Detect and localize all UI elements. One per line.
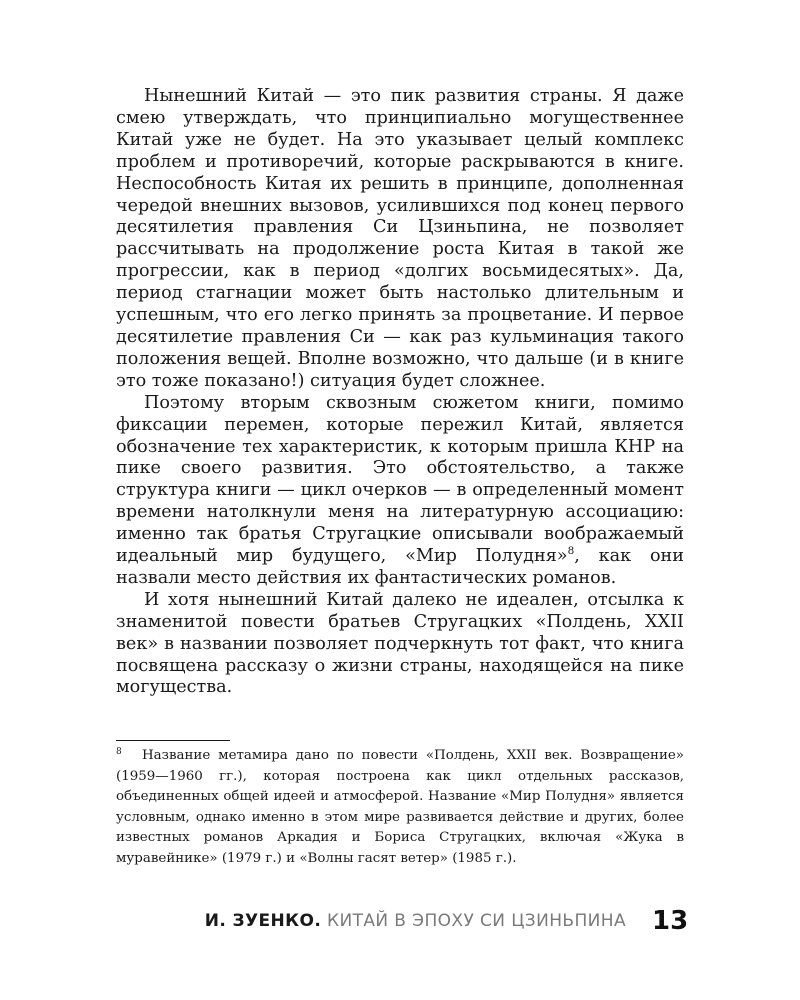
main-text bbox=[116, 86, 684, 699]
running-footer bbox=[0, 908, 626, 934]
paragraph bbox=[116, 590, 684, 700]
footnote bbox=[116, 746, 684, 870]
paragraph bbox=[116, 393, 684, 590]
paragraph-2-text-end: , как они назвали место действия их фантастических романов. bbox=[116, 546, 684, 588]
footnote-mark: 8 bbox=[116, 747, 122, 757]
footer-author: И. ЗУЕНКО. bbox=[204, 911, 322, 931]
footnote-divider bbox=[116, 740, 230, 741]
page-number: 13 bbox=[652, 906, 689, 936]
paragraph bbox=[116, 86, 684, 393]
paragraph-3-text: И хотя нынешний Китай далеко не идеален, отсылка к знаменитой повести братьев Стругацких «Полдень, XXII век» в названии позволяет подчеркнуть тот факт, что книга посвящена рассказу о жизни страны, находящейся на пике могущества. bbox=[116, 589, 684, 698]
footer-book-title: КИТАЙ В ЭПОХУ СИ ЦЗИНЬПИНА bbox=[321, 911, 626, 931]
paragraph-1-text: Нынешний Китай — это пик развития страны. Я даже смею утверждать, что принципиально могущественнее Китай уже не будет. На это указывает целый комплекс проблем и противоречий, которые раскрываются в книге. Неспособность Китая их решить в принципе, дополненная чередой внешних вызовов, усилившихся под конец первого десятилетия правления Си Цзиньпина, не позволяет рассчитывать на продолжение роста Китая в такой же прогрессии, как в период «долгих восьмидесятых». Да, период стагнации может быть настолько длительным и успешным, что его легко принять за процветание. И первое десятилетие правления Си — как раз кульминация такого положения вещей. Вполне возможно, что дальше (и в книге это тоже показано!) ситуация будет сложнее. bbox=[116, 86, 684, 391]
footnote-text: Название метамира дано по повести «Полдень, XXII век. Возвращение» (1959—1960 гг.), которая построена как цикл отдельных рассказов, объединенных общей идеей и атмосферой. Название «Мир Полудня» является условным, однако именно в этом мире развивается действие и других, более известных романов Аркадия и Бориса Стругацких, включая «Жука в муравейнике» (1979 г.) и «Волны гасят ветер» (1985 г.). bbox=[116, 748, 684, 866]
paragraph-2-text: Поэтому вторым сквозным сюжетом книги, помимо фиксации перемен, которые пережил Китай, является обозначение тех характеристик, к которым пришла КНР на пике своего развития. Это обстоятельство, а также структура книги — цикл очерков — в определенный момент времени натолкнули меня на литературную ассоциацию: именно так братья Стругацкие описывали воображаемый идеальный мир будущего, «Мир Полудня» bbox=[116, 392, 684, 567]
footnote-reference[interactable]: 8 bbox=[567, 545, 575, 558]
